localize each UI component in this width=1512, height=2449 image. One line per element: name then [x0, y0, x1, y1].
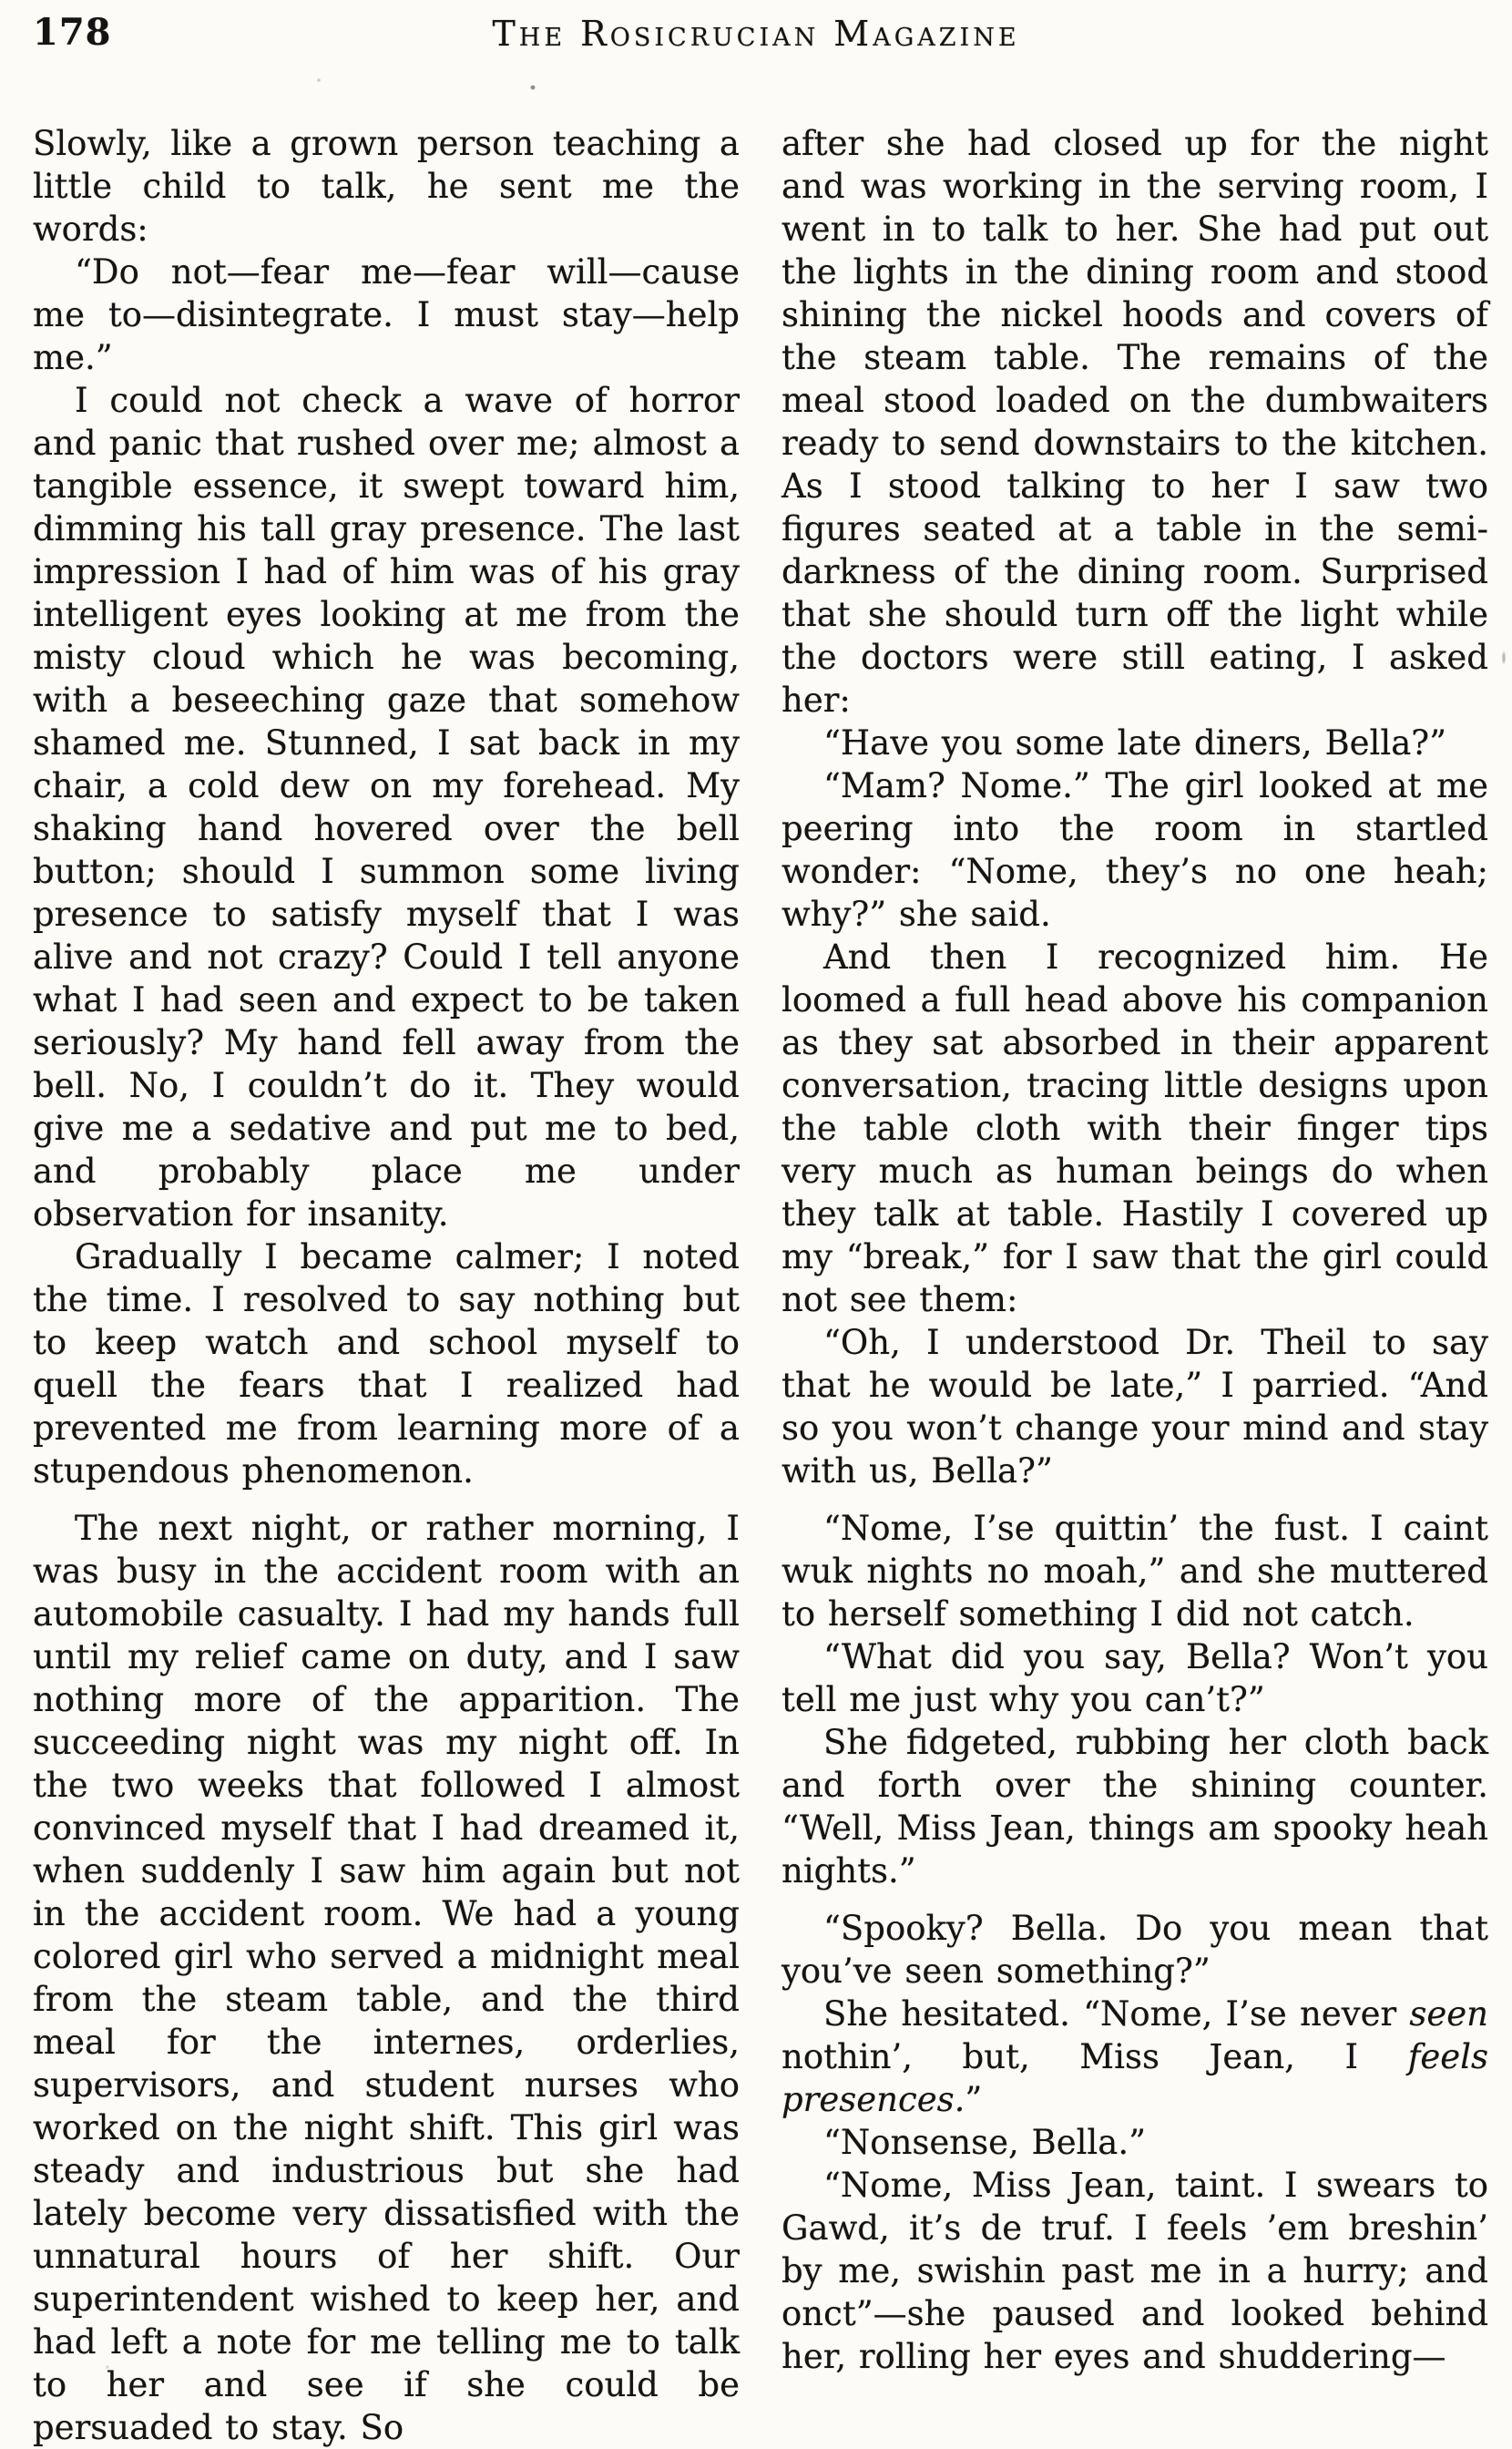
paragraph	[782, 1993, 1488, 2121]
text-run: “Nome, I’se quittin’ the fust. I caint wuk nights no moah,” and she muttered to herself something I did not catch.	[782, 1509, 1488, 1634]
text-run: “Have you some late diners, Bella?”	[823, 723, 1447, 763]
text-run: “What did you say, Bella? Won’t you tell me just why you can’t?”	[782, 1637, 1488, 1719]
text-run: after she had closed up for the night and was working in the serving room, I went in to talk to her. She had put out the lights in the dining room and stood shining the nickel hoods and covers of the steam table. The remains of the meal stood loaded on the dumbwaiters ready to send downstairs to the kitchen. As I stood talking to her I saw two figures seated at a table in the semi-darkness of the dining room. Surprised that she should turn off the light while the doctors were still eating, I asked her:	[782, 124, 1488, 720]
text-run: ”	[965, 2080, 983, 2119]
paragraph	[33, 251, 740, 379]
text-run: Gradually I became calmer; I noted the time. I resolved to say nothing but to keep watch and school myself to quell the fears that I realized had prevented me from learning more of a stupendous phenomenon.	[33, 1237, 740, 1491]
paragraph	[33, 1507, 740, 2449]
paragraph	[782, 722, 1488, 764]
paragraph	[782, 1635, 1488, 1721]
text-run: “Spooky? Bella. Do you mean that you’ve seen something?”	[782, 1909, 1488, 1991]
paragraph	[782, 764, 1488, 936]
text-run: Slowly, like a grown person teaching a little child to talk, he sent me the words:	[33, 124, 740, 249]
text-columns	[33, 122, 1488, 2449]
paragraph	[33, 379, 740, 1235]
text-run: She hesitated. “Nome, I’se never	[823, 1994, 1410, 2034]
paragraph	[782, 1321, 1488, 1492]
paragraph	[782, 1721, 1488, 1892]
paragraph	[782, 2164, 1488, 2378]
text-run: “Oh, I understood Dr. Theil to say that he would be late,” I parried. “And so you won’t change your mind and stay with us, Bella?”	[782, 1323, 1488, 1491]
paragraph	[782, 1907, 1488, 1993]
paragraph	[782, 2121, 1488, 2164]
text-run: “Nome, Miss Jean, taint. I swears to Gawd, it’s de truf. I feels ’em breshin’ by me, swishin past me in a hurry; and onct”—she paused and looked behind her, rolling her eyes and shuddering—	[782, 2166, 1488, 2376]
text-run: nothin’, but, Miss Jean, I	[782, 2037, 1408, 2076]
text-run: I could not check a wave of horror and panic that rushed over me; almost a tangible essence, it swept toward him, dimming his tall gray presence. The last impression I had of him was of his gray intelligent eyes looking at me from the misty cloud which he was becoming, with a beseeching gaze that somehow shamed me. Stunned, I sat back in my chair, a cold dew on my forehead. My shaking hand hovered over the bell button; should I summon some living presence to satisfy myself that I was alive and not crazy? Could I tell anyone what I had seen and expect to be taken seriously? My hand fell away from the bell. No, I couldn’t do it. They would give me a sedative and put me to bed, and probably place me under observation for insanity.	[33, 381, 740, 1234]
paragraph	[33, 122, 740, 251]
text-run: “Mam? Nome.” The girl looked at me peering into the room in startled wonder: “Nome, they’s no one heah; why?” she said.	[782, 766, 1488, 934]
page-number: 178	[33, 11, 112, 54]
text-run: “Do not—fear me—fear will—cause me to—disintegrate. I must stay—help me.”	[33, 252, 740, 377]
magazine-title: The Rosicrucian Magazine	[492, 14, 1020, 54]
text-run: The next night, or rather morning, I was busy in the accident room with an automobile casualty. I had my hands full until my relief came on duty, and I saw nothing more of the apparition. The succeeding night was my night off. In the two weeks that followed I almost convinced myself that I had dreamed it, when suddenly I saw him again but not in the accident room. We had a young colored girl who served a midnight meal from the steam table, and the third meal for the internes, orderlies, supervisors, and student nurses who worked on the night shift. This girl was steady and industrious but she had lately become very dissatisfied with the unnatural hours of her shift. Our superintendent wished to keep her, and had left a note for me telling me to talk to her and see if she could be persuaded to stay. So	[33, 1509, 740, 2447]
text-run: She fidgeted, rubbing her cloth back and forth over the shining counter. “Well, Miss Jean, things am spooky heah nights.”	[782, 1723, 1488, 1891]
right-column	[782, 122, 1488, 2449]
left-column	[33, 122, 740, 2449]
paragraph	[782, 122, 1488, 722]
text-run: “Nonsense, Bella.”	[823, 2123, 1147, 2162]
paragraph	[782, 1507, 1488, 1635]
paragraph	[33, 1235, 740, 1492]
italic-text-run: feels presences.	[782, 2037, 1488, 2119]
italic-text-run: seen	[1409, 1994, 1488, 2034]
text-run: And then I recognized him. He loomed a full head above his companion as they sat absorbed in their apparent conversation, tracing little designs upon the table cloth with their finger tips very much as human beings do when they talk at table. Hastily I covered up my “break,” for I saw that the girl could not see them:	[782, 938, 1488, 1319]
paragraph	[782, 936, 1488, 1321]
